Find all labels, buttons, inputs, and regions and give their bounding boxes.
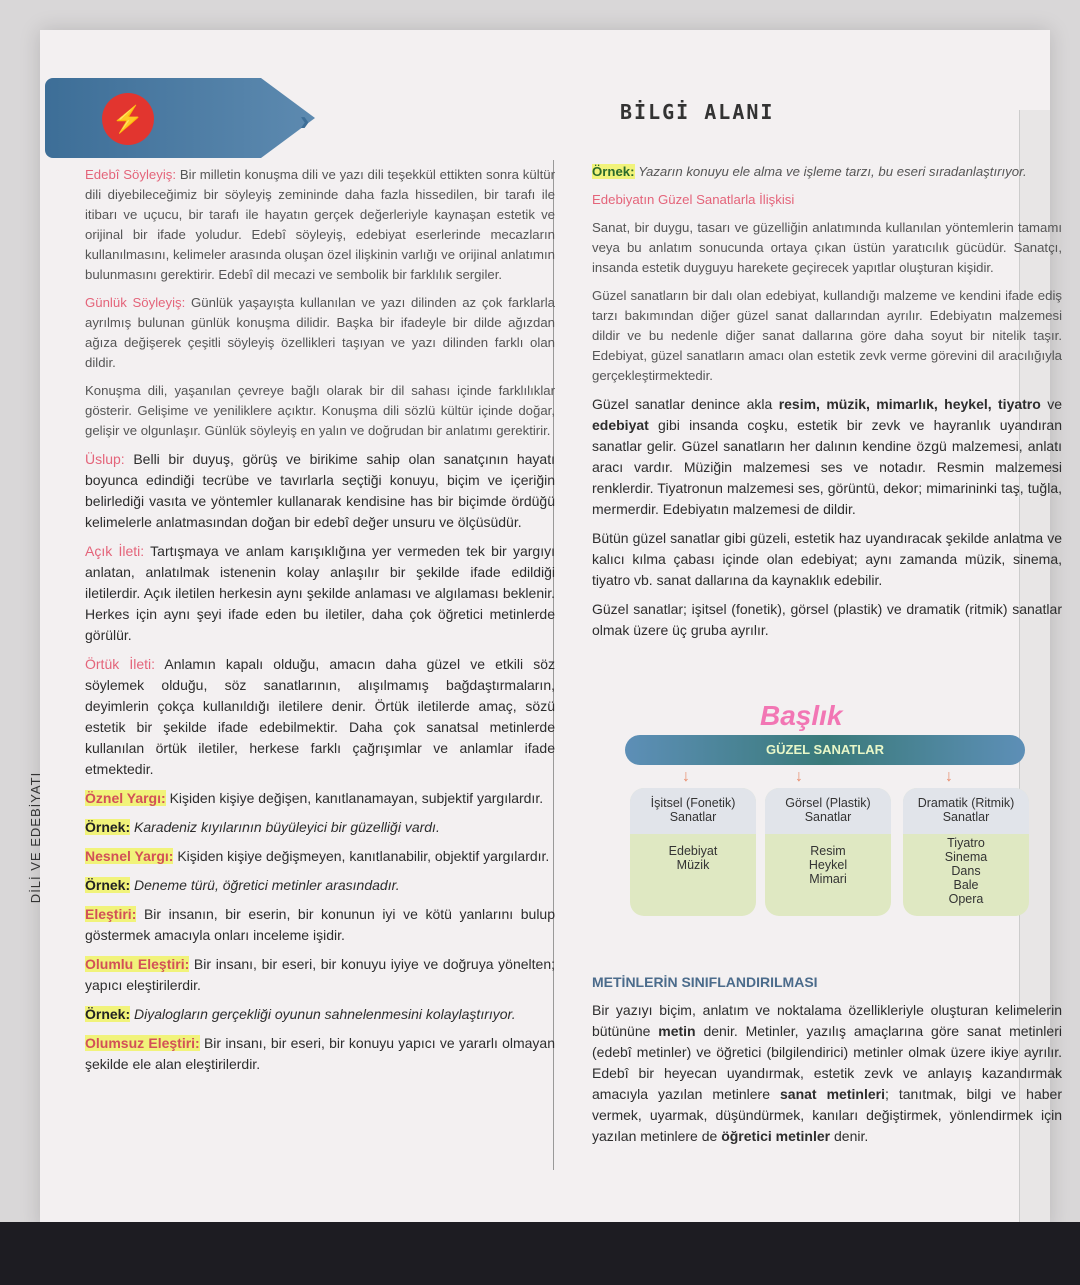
paragraph: Sanat, bir duygu, tasarı ve güzelliğin anlatımında kullanılan yöntemlerin tamamı veya bu anlatım sonucunda ortaya çıkan üstün yaratıcılık gücüdür. Sanatçı, insanda estetik duyguyu harekete geçirecek yapıtlar oluşturan kişidir. (592, 220, 1062, 275)
diagram-group: İşitsel (Fonetik) Sanatlar Edebiyat Müzik (630, 788, 756, 916)
sidebar-label: DİLİ VE EDEBİYATI (28, 771, 44, 904)
term-label: Örnek: (85, 819, 131, 835)
definition-paragraph (85, 846, 555, 867)
arrow-down-icon: ↓ (795, 768, 803, 785)
example-text: Yazarın konuyu ele alma ve işleme tarzı, bu eseri sıradanlaştırıyor. (638, 164, 1027, 179)
definition-text: Konuşma dili, yaşanılan çevreye bağlı olarak bir dil sahası içinde farklılıklar gösterir. Gelişime ve yeniliklere açıktır. Konuşma dili sözlü kültür içinde doğar, gelişir ve olgunlaşır. Günlük söyleyiş en yalın ve doğrudan bir anlatımı gerektirir. (85, 383, 555, 438)
term-label: Günlük Söyleyiş: (85, 295, 186, 310)
definition-text: Tartışmaya ve anlam karışıklığına yer vermeden tek bir yargıyı anlatan, anlatılmak istenenin kolay anlaşılır bir şekilde ifade edildiği iletilerdir. Açık iletilen herkesin aynı şekilde anlaması ve algılaması beklenir. Herkes için aynı şeyi ifade eden bu iletiler, daha çok öğretici metinlerde görülür. (85, 543, 555, 643)
term-label: Örnek: (85, 1006, 131, 1022)
term-label: Öznel Yargı: (85, 790, 166, 806)
handwritten-note: Başlık (760, 700, 843, 731)
definition-text: Anlamın kapalı olduğu, amacın daha güzel ve etkili söz söylemek olduğu, söz sanatlarının, alışılmamış bağdaştırmaların, deyimlerin çokça kullanıldığı iletilere denir. Örtük iletilerde amaç, sözü estetik bir şekilde ifade edebilmektir. Daha çok sanatsal metinlerde kullanılan örtük iletiler, herkese farklı çağrışımlar ve anlamlar ifade etmektedir. (85, 656, 555, 777)
term-label: Edebî Söyleyiş: (85, 167, 177, 182)
definition-text: Kişiden kişiye değişmeyen, kanıtlanabilir, objektif yargılardır. (177, 848, 550, 864)
definition-paragraph (85, 904, 555, 946)
subheading: Edebiyatın Güzel Sanatlarla İlişkisi (592, 192, 795, 207)
term-label: Örtük İleti: (85, 656, 156, 672)
arrow-down-icon: ↓ (945, 768, 953, 785)
example-paragraph (85, 875, 555, 896)
definition-text: Belli bir duyuş, görüş ve birikime sahip olan sanatçının hayatı boyunca edindiği tecrübe ve tavırlarla seçtiği konuyu, biçim ve içeriğin belirlediği vasıta ve yöntemler kullanarak kendisine has bir biçimde ördüğü kelimelerle anlatmasından doğan bir edebî değer unsuru ve ölçüsüdür. (85, 451, 555, 530)
diagram-group: Dramatik (Ritmik) Sanatlar Tiyatro Sinema Dans Bale Opera (903, 788, 1029, 916)
definition-paragraph (85, 449, 555, 533)
term-label: Açık İleti: (85, 543, 145, 559)
definition-text: Karadeniz kıyılarının büyüleyici bir güzelliği vardı. (134, 819, 440, 835)
page-title: BİLGİ ALANI (620, 100, 775, 124)
paragraph: Bir yazıyı biçim, anlatım ve noktalama özellikleriyle oluşturan kelimelerin bütününe metin denir. Metinler, yazılış amaçlarına göre sanat metinleri (edebî metinler) ve öğretici (bilgilendirici) metinler olmak üzere ikiye ayrılır. Edebî bir heyecan uyandırmak, estetik zevk ve anlayış kazandırmak amacıyla yazılan metinlere sanat metinleri; tanıtmak, bilgi ve haber vermek, uyarmak, düşündürmek, kanıları değiştirmek, yönlendirmek için yazılan metinlere de öğretici metinler denir. (592, 1002, 1062, 1144)
definition-paragraph (85, 165, 555, 285)
background-surface (0, 1222, 1080, 1285)
arrow-down-icon: ↓ (682, 768, 690, 785)
definition-text: Bir milletin konuşma dili ve yazı dili teşekkül ettikten sonra kültür dili diyebileceğimiz bir söyleyiş zemininde daha fazla hissedilen, bir tarafı ile itibarı ve uçucu, bir tarafı ile hayatın gerçek değerleriyle kaynaşan estetik ve orijinal bir ifade yoludur. Edebî söyleyiş, edebiyat eserlerinde mecazların kullanılmasını, kelimeler arasında oluşan özel ilişkinin varlığı ve orijinal anlatımın bulunmasını gerektirir. Edebî dil mecazi ve sembolik bir farklılık sergiler. (85, 167, 556, 282)
term-label: Üslup: (85, 451, 125, 467)
diagram-group: Görsel (Plastik) Sanatlar Resim Heykel Mimari (765, 788, 891, 916)
chevron-right-icon: › (300, 105, 310, 136)
term-label: Olumsuz Eleştiri: (85, 1035, 200, 1051)
header-banner (45, 78, 315, 158)
example-paragraph (85, 817, 555, 838)
example-label: Örnek: (592, 164, 635, 179)
paragraph: Güzel sanatlar; işitsel (fonetik), görsel (plastik) ve dramatik (ritmik) sanatlar olmak üzere üç gruba ayrılır. (592, 601, 1062, 638)
example-paragraph (592, 162, 1062, 182)
right-column (592, 162, 1062, 649)
definition-paragraph (85, 654, 555, 780)
example-paragraph (85, 1004, 555, 1025)
term-label: Örnek: (85, 877, 131, 893)
left-column (85, 165, 555, 1083)
definition-text: Bir insanı, bir eseri, bir konuyu yapıcı ve yararlı olmayan şekilde ele alan eleştirilerdir. (85, 1035, 556, 1072)
definition-text: Deneme türü, öğretici metinler arasındadır. (134, 877, 400, 893)
term-label: Nesnel Yargı: (85, 848, 174, 864)
definition-paragraph (85, 541, 555, 646)
definition-paragraph (85, 381, 555, 441)
text-classification-section (592, 972, 1062, 1155)
term-label: Olumlu Eleştiri: (85, 956, 190, 972)
lightning-icon: ⚡ (102, 93, 154, 145)
term-label: Eleştiri: (85, 906, 137, 922)
definition-text: Günlük yaşayışta kullanılan ve yazı dilinden az çok farklarla ayrılmış bulunan günlük konuşma dilidir. Başka bir ifadeyle bir dilde ağızdan ağıza değişerek çeşitli söyleyiş özellikleri taşıyan ve yazı dilinden farklı olan dildir. (85, 295, 556, 370)
definition-text: Bir insanın, bir eserin, bir konunun iyi ve kötü yanlarını bulup göstermek amacıyla onları inceleme işidir. (85, 906, 556, 943)
paragraph: Güzel sanatların bir dalı olan edebiyat, kullandığı malzeme ve kendini ifade ediş tarzı bakımından diğer güzel sanat dallarından ayrılır. Edebiyatın malzemesi dildir ve bu nedenle diğer sanat dallarına göre daha soyut bir nitelik taşır. Edebiyat, güzel sanatların amacı olan estetik zevk verme görevini dil aracılığıyla gerçekleştirmektedir. (592, 288, 1062, 383)
section-heading: METİNLERİN SINIFLANDIRILMASI (592, 974, 818, 990)
paragraph: Bütün güzel sanatlar gibi güzeli, estetik haz uyandıracak şekilde anlatma ve kalıcı kılma çabası içinde olan edebiyat; aynı zamanda müzik, sinema, tiyatro vb. sanat dallarına da kaynaklık edebilir. (592, 530, 1062, 588)
definition-paragraph (85, 954, 555, 996)
definition-text: Diyalogların gerçekliği oyunun sahnelenmesini kolaylaştırıyor. (134, 1006, 516, 1022)
diagram-root: GÜZEL SANATLAR (625, 735, 1025, 765)
paragraph: Güzel sanatlar denince akla resim, müzik, mimarlık, heykel, tiyatro ve edebiyat gibi insanda coşku, estetik bir zevk ve hayranlık uyandıran sanatlar gelir. Güzel sanatların her dalının kendine özgü malzemesi, anlatı aracı vardır. Müziğin malzemesi ses ve notadır. Resmin malzemesi renklerdir. Tiyatronun malzemesi ses, görüntü, dekor; mimarininki taş, tuğla, mermerdir. Edebiyatın malzemesi de dildir. (592, 396, 1062, 517)
definition-text: Bir insanı, bir eseri, bir konuyu iyiye ve doğruya yönelten; yapıcı eleştirilerdir. (85, 956, 555, 993)
definition-paragraph (85, 1033, 555, 1075)
definition-paragraph (85, 788, 555, 809)
definition-paragraph (85, 293, 555, 373)
fine-arts-diagram (620, 700, 1040, 930)
definition-text: Kişiden kişiye değişen, kanıtlanamayan, subjektif yargılardır. (169, 790, 544, 806)
